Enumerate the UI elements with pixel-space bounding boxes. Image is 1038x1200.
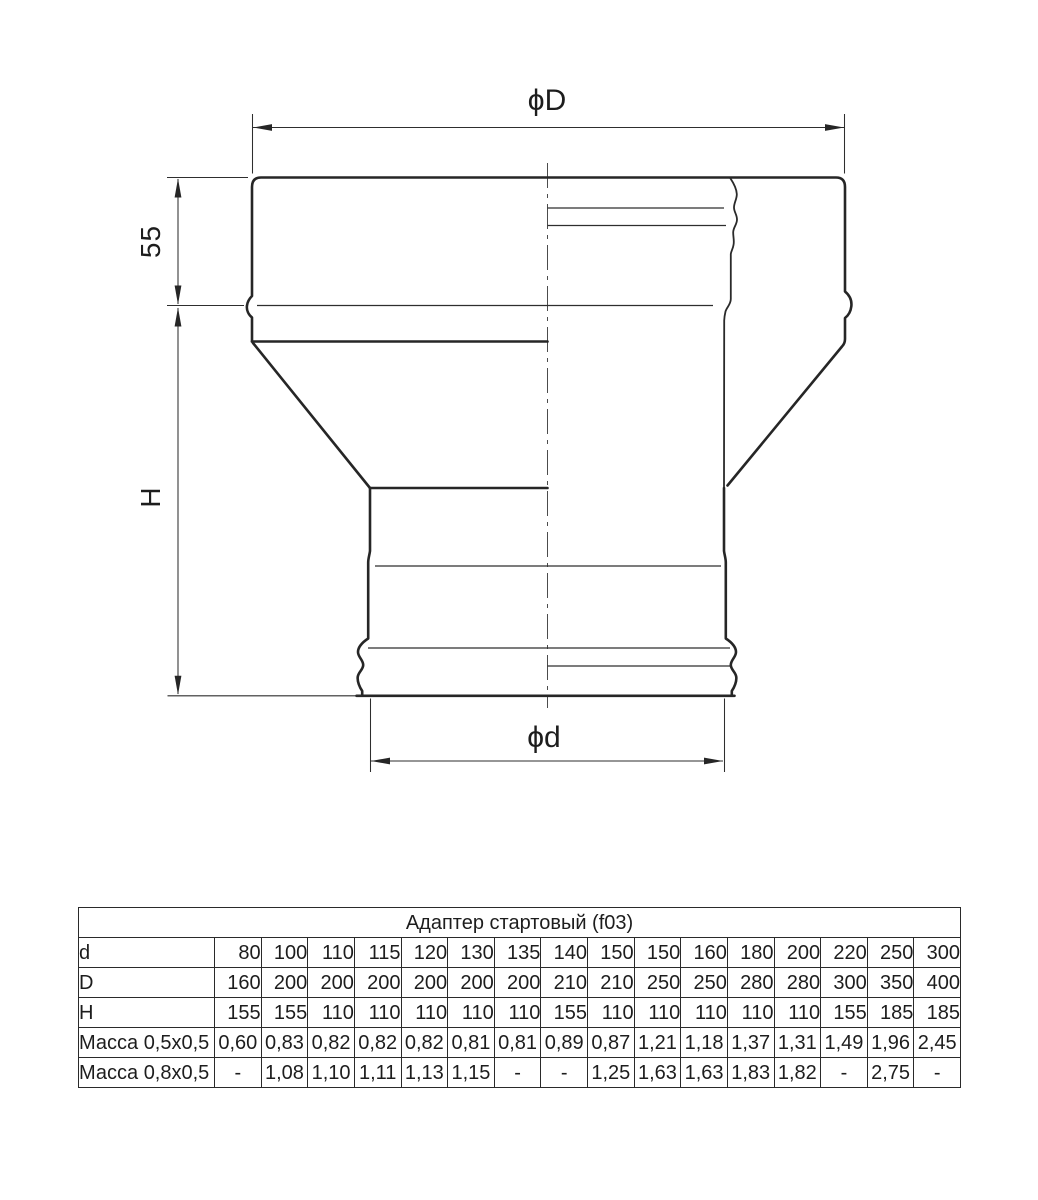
table-cell: 110 <box>494 998 541 1028</box>
table-cell: 135 <box>494 938 541 968</box>
table-cell: 0,60 <box>215 1028 262 1058</box>
table-cell: 1,18 <box>681 1028 728 1058</box>
table-cell: 250 <box>681 968 728 998</box>
table-cell: 1,83 <box>727 1058 774 1088</box>
table-cell: 100 <box>261 938 308 968</box>
row-label: Масса 0,8x0,5 <box>79 1058 215 1088</box>
table-cell: 1,49 <box>821 1028 868 1058</box>
table-cell: - <box>541 1058 588 1088</box>
table-cell: 110 <box>354 998 401 1028</box>
arrowhead <box>253 124 272 131</box>
table-title-row <box>79 908 961 938</box>
arrowhead <box>704 758 723 765</box>
arrowhead <box>175 676 182 695</box>
table-cell: 110 <box>401 998 448 1028</box>
table-cell: 110 <box>308 998 355 1028</box>
table-cell: 250 <box>867 938 914 968</box>
table-cell: 210 <box>541 968 588 998</box>
row-label: D <box>79 968 215 998</box>
table-cell: 0,87 <box>588 1028 635 1058</box>
table-cell: 400 <box>914 968 961 998</box>
table-cell: 120 <box>401 938 448 968</box>
table-cell: 0,81 <box>448 1028 495 1058</box>
spec-table-body <box>79 938 961 1088</box>
row-label: d <box>79 938 215 968</box>
table-title: Адаптер стартовый (f03) <box>79 908 961 938</box>
phi-d-minor-label: ϕd <box>527 721 561 754</box>
row-label: Масса 0,5x0,5 <box>79 1028 215 1058</box>
table-cell: 200 <box>308 968 355 998</box>
table-row <box>79 1058 961 1088</box>
table-cell: 150 <box>634 938 681 968</box>
table-cell: 110 <box>588 998 635 1028</box>
table-cell: 110 <box>774 998 821 1028</box>
table-cell: 210 <box>588 968 635 998</box>
table-row <box>79 938 961 968</box>
table-cell: 155 <box>215 998 262 1028</box>
table-cell: 150 <box>588 938 635 968</box>
table-cell: 1,37 <box>727 1028 774 1058</box>
spec-table <box>78 907 961 1088</box>
table-cell: 200 <box>494 968 541 998</box>
table-cell: 280 <box>727 968 774 998</box>
table-cell: 200 <box>354 968 401 998</box>
table-cell: - <box>494 1058 541 1088</box>
table-cell: 80 <box>215 938 262 968</box>
table-cell: 350 <box>867 968 914 998</box>
table-cell: 1,08 <box>261 1058 308 1088</box>
table-cell: 1,31 <box>774 1028 821 1058</box>
table-cell: 1,25 <box>588 1058 635 1088</box>
table-cell: 180 <box>727 938 774 968</box>
table-cell: 160 <box>215 968 262 998</box>
table-cell: 220 <box>821 938 868 968</box>
table-cell: 1,96 <box>867 1028 914 1058</box>
table-row <box>79 1028 961 1058</box>
table-cell: 0,89 <box>541 1028 588 1058</box>
table-cell: 300 <box>821 968 868 998</box>
table-cell: - <box>821 1058 868 1088</box>
dim-h-label: H <box>135 486 166 508</box>
row-label: H <box>79 998 215 1028</box>
lower-pipe-left-edge <box>358 488 370 696</box>
table-cell: 2,45 <box>914 1028 961 1058</box>
table-cell: 110 <box>634 998 681 1028</box>
table-cell: 250 <box>634 968 681 998</box>
table-cell: 110 <box>308 938 355 968</box>
table-cell: 155 <box>821 998 868 1028</box>
table-cell: 115 <box>354 938 401 968</box>
table-cell: 130 <box>448 938 495 968</box>
table-cell: 0,83 <box>261 1028 308 1058</box>
table-cell: 1,11 <box>354 1058 401 1088</box>
table-row <box>79 998 961 1028</box>
outer-shell-outline <box>247 178 852 486</box>
table-cell: 185 <box>867 998 914 1028</box>
table-cell: 160 <box>681 938 728 968</box>
table-cell: 0,82 <box>354 1028 401 1058</box>
table-cell: 200 <box>448 968 495 998</box>
table-cell: 185 <box>914 998 961 1028</box>
table-cell: 110 <box>681 998 728 1028</box>
table-cell: 0,81 <box>494 1028 541 1058</box>
table-cell: 200 <box>401 968 448 998</box>
table-cell: 0,82 <box>401 1028 448 1058</box>
arrowhead <box>825 124 844 131</box>
table-cell: 2,75 <box>867 1058 914 1088</box>
table-row <box>79 968 961 998</box>
table-cell: - <box>914 1058 961 1088</box>
table-cell: 1,13 <box>401 1058 448 1088</box>
cone-left-line <box>253 343 370 488</box>
lower-pipe-right-edge <box>724 488 736 696</box>
table-cell: 1,10 <box>308 1058 355 1088</box>
table-cell: 140 <box>541 938 588 968</box>
table-cell: 110 <box>448 998 495 1028</box>
arrowhead <box>175 308 182 327</box>
table-cell: 1,82 <box>774 1058 821 1088</box>
arrowhead <box>175 179 182 198</box>
table-cell: 280 <box>774 968 821 998</box>
arrowhead <box>371 758 390 765</box>
table-cell: 300 <box>914 938 961 968</box>
table-cell: - <box>215 1058 262 1088</box>
table-cell: 200 <box>261 968 308 998</box>
table-cell: 1,63 <box>634 1058 681 1088</box>
dim-55-label: 55 <box>135 224 166 259</box>
table-cell: 200 <box>774 938 821 968</box>
table-cell: 155 <box>541 998 588 1028</box>
arrowhead <box>175 286 182 305</box>
table-cell: 1,15 <box>448 1058 495 1088</box>
table-cell: 155 <box>261 998 308 1028</box>
table-cell: 1,21 <box>634 1028 681 1058</box>
table-cell: 110 <box>727 998 774 1028</box>
phi-d-major-label: ϕD <box>527 84 567 117</box>
table-cell: 0,82 <box>308 1028 355 1058</box>
table-cell: 1,63 <box>681 1058 728 1088</box>
